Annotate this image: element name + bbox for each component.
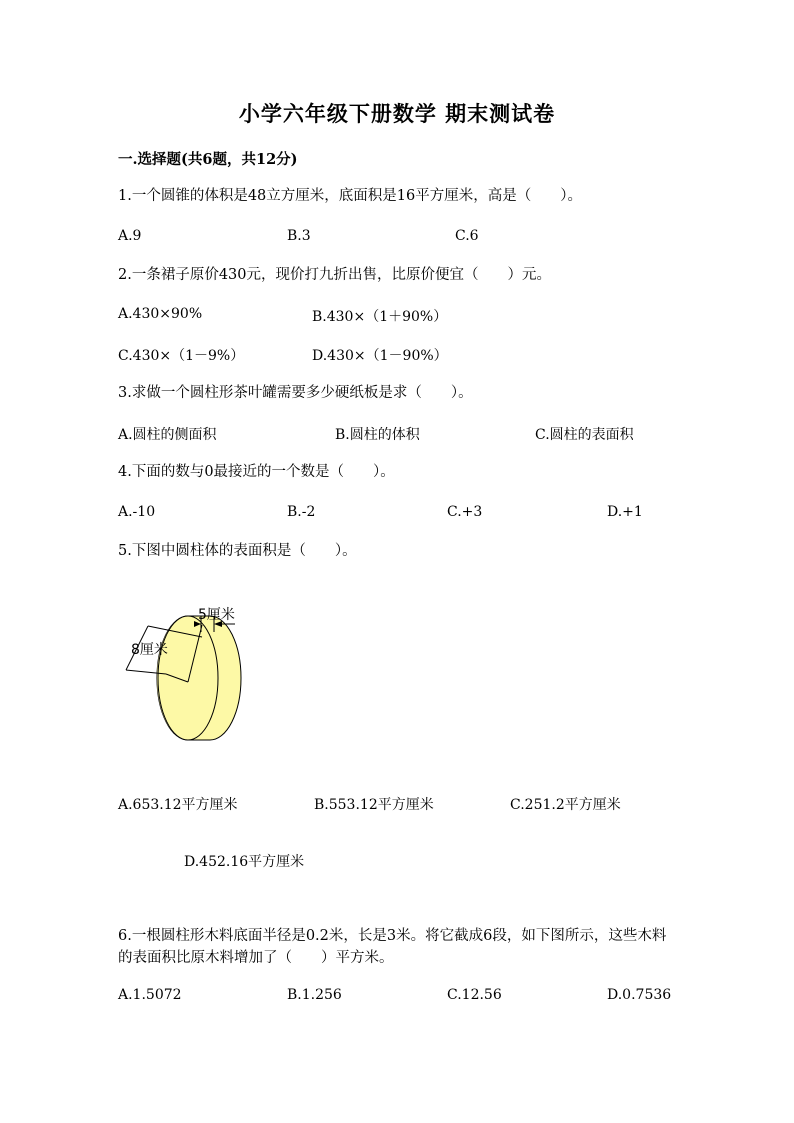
- q1-option-b[interactable]: B.3: [287, 228, 311, 244]
- q6-option-d[interactable]: D.0.7536: [607, 987, 672, 1003]
- q5-option-c[interactable]: C.251.2平方厘米: [510, 797, 621, 813]
- question-4-stem: 4.下面的数与0最接近的一个数是（ ）。: [118, 464, 395, 480]
- q2-option-d[interactable]: D.430×（1－90%）: [312, 348, 448, 364]
- q4-option-d[interactable]: D.+1: [607, 504, 643, 520]
- q3-option-c[interactable]: C.圆柱的表面积: [535, 427, 634, 443]
- q4-option-a[interactable]: A.-10: [118, 504, 156, 520]
- question-1-stem: 1.一个圆锥的体积是48立方厘米，底面积是16平方厘米，高是（ ）。: [118, 188, 582, 204]
- q4-option-c[interactable]: C.+3: [447, 504, 483, 520]
- q3-option-b[interactable]: B.圆柱的体积: [335, 427, 420, 443]
- q1-option-c[interactable]: C.6: [455, 228, 479, 244]
- q5-option-a[interactable]: A.653.12平方厘米: [118, 797, 238, 813]
- q6-option-b[interactable]: B.1.256: [287, 987, 342, 1003]
- q3-option-a[interactable]: A.圆柱的侧面积: [118, 427, 217, 443]
- q5-option-d[interactable]: D.452.16平方厘米: [184, 854, 305, 870]
- q2-option-b[interactable]: B.430×（1＋90%）: [312, 309, 448, 325]
- q6-option-a[interactable]: A.1.5072: [118, 987, 182, 1003]
- question-6-stem: 6.一根圆柱形木料底面半径是0.2米，长是3米。将它截成6段，如下图所示，这些木料的表面积比原木料增加了（ ）平方米。: [118, 928, 667, 966]
- q2-option-c[interactable]: C.430×（1－9%）: [118, 348, 245, 364]
- cylinder-figure: [118, 598, 258, 748]
- q2-option-a[interactable]: A.430×90%: [118, 306, 203, 322]
- section-heading: 一.选择题(共6题，共12分): [118, 151, 298, 168]
- q4-option-b[interactable]: B.-2: [287, 504, 316, 520]
- label-length: 8厘米: [131, 642, 168, 658]
- q6-option-c[interactable]: C.12.56: [447, 987, 502, 1003]
- question-5-stem: 5.下图中圆柱体的表面积是（ ）。: [118, 543, 357, 559]
- page-title: 小学六年级下册数学 期末测试卷: [238, 101, 556, 126]
- question-2-stem: 2.一条裙子原价430元，现价打九折出售，比原价便宜（ ）元。: [118, 267, 552, 283]
- question-3-stem: 3.求做一个圆柱形茶叶罐需要多少硬纸板是求（ ）。: [118, 385, 473, 401]
- q5-option-b[interactable]: B.553.12平方厘米: [314, 797, 434, 813]
- q1-option-a[interactable]: A.9: [118, 228, 142, 244]
- label-width: 5厘米: [198, 607, 235, 623]
